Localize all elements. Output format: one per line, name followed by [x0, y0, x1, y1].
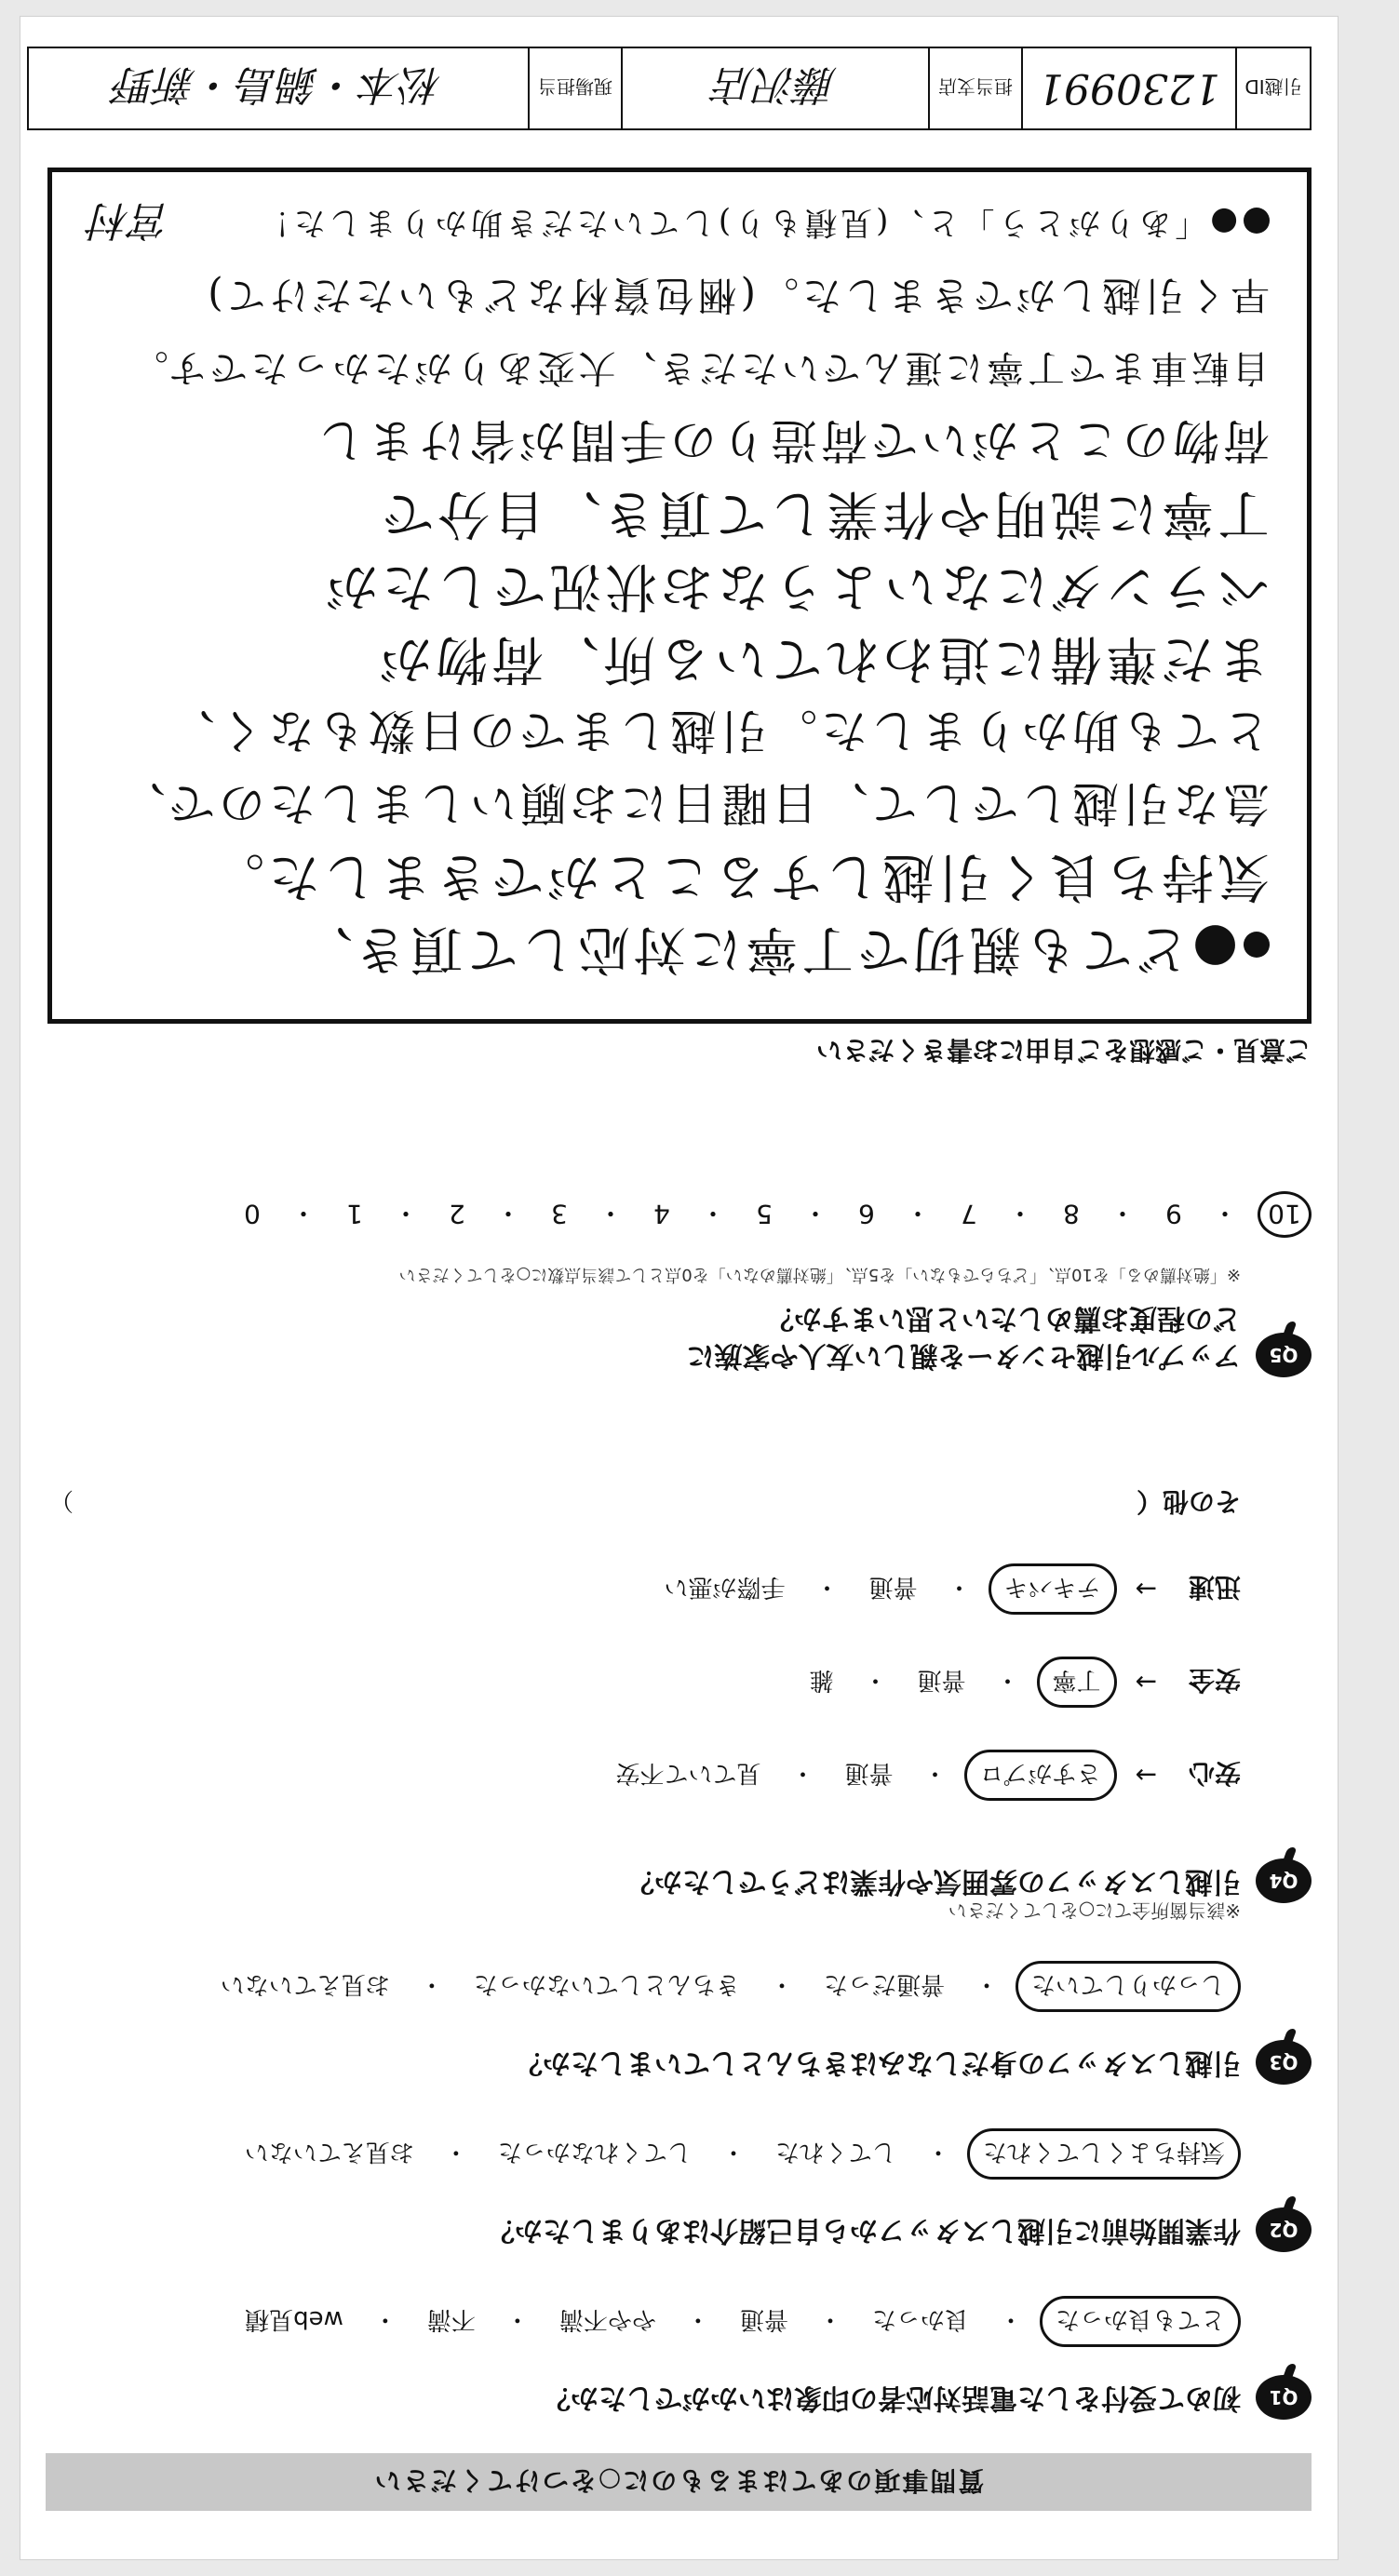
- q3-option-selected[interactable]: しっかりしていた: [1016, 1961, 1241, 2012]
- handwritten-line: 早く引越しができました。(梱包資材などもいただけて): [204, 273, 1270, 318]
- q4-other: [49, 1484, 1241, 1522]
- q4-option[interactable]: 見ていて不安: [615, 1759, 761, 1787]
- q1-option-selected[interactable]: とても良かった: [1040, 2296, 1241, 2347]
- q3-question: 引越しスタッフの身だしなみはきちんとしていましたか？: [515, 2046, 1241, 2079]
- q4-option[interactable]: 普通: [917, 1666, 966, 1694]
- q2-option[interactable]: してくれなかった: [497, 2138, 692, 2166]
- handwritten-signature: 宮村: [89, 196, 171, 244]
- comments-title: ご意見・ご感想をご自由にお書きください: [815, 1035, 1312, 1066]
- handwritten-line: ベランダにないようなお状況でしたが: [322, 556, 1270, 616]
- q4-option-selected[interactable]: 丁寧: [1037, 1657, 1117, 1708]
- q4-row-anzen: 安全 → 丁寧 ・ 普通 ・ 雑: [796, 1657, 1241, 1708]
- q2-option-selected[interactable]: 気持ちよくしてくれた: [967, 2128, 1241, 2180]
- q1-option[interactable]: 良かった: [871, 2305, 969, 2333]
- survey-form: [20, 17, 1338, 2559]
- q3-option[interactable]: お見えていない: [220, 1970, 390, 1998]
- q4-question: 引越しスタッフの雰囲気や作業はどうでしたか？: [626, 1865, 1241, 1898]
- q1-option[interactable]: web見積: [245, 2305, 343, 2333]
- q5-score-selected[interactable]: 10: [1258, 1191, 1312, 1238]
- footer-staff-value: 松本・鍋島・新野: [114, 60, 442, 108]
- q4-other-label: その他（: [1136, 1486, 1241, 1517]
- q2-option[interactable]: してくれた: [774, 2138, 896, 2166]
- handwritten-line: とても助かりました。引越しまでの日数もなく、: [165, 704, 1270, 758]
- q5-note: ※「絶対薦める」を10点、「どちらでもない」を5点、「絶対薦めない」を0点として該当点数に○をしてください: [398, 1265, 1241, 1284]
- q2-badge: Q2: [1256, 2207, 1312, 2252]
- handwritten-line: ●「ありがとう」と、(見積もり)していただき助かりました！: [255, 189, 1270, 256]
- heart-doodle-icon: [1244, 932, 1270, 959]
- q5-score[interactable]: 1: [346, 1199, 363, 1230]
- footer-branch-value: 藤沢店: [621, 48, 928, 128]
- q4-row-label: 迅速: [1188, 1572, 1241, 1603]
- q2-options: 気持ちよくしてくれた ・ してくれた ・ してくれなかった ・ お見えていない: [232, 2128, 1241, 2180]
- handwritten-line: 丁寧に説明や作業して頂き、自分で: [378, 483, 1270, 543]
- handwritten-line: 気持ち良く引越しすることができました。: [209, 846, 1270, 906]
- q2-option[interactable]: お見えていない: [244, 2138, 414, 2166]
- q1-question: 初めて受付をした電話対応者の印象はいかがでしたか？: [543, 2381, 1241, 2414]
- q5-score[interactable]: 8: [1063, 1199, 1080, 1230]
- q5-score[interactable]: 3: [551, 1199, 568, 1230]
- q5-question-line1: アップル引越センターを親しい友人や家族に: [686, 1339, 1241, 1372]
- q5-scale: 10 ・ 9 ・ 8 ・ 7 ・ 6 ・ 5 ・ 4 ・ 3 ・ 2 ・ 1 ・ 0: [234, 1191, 1312, 1238]
- q3-option[interactable]: 普通だった: [823, 1970, 945, 1998]
- q4-badge: Q4: [1256, 1858, 1312, 1903]
- q1-option[interactable]: 普通: [739, 2305, 788, 2333]
- handwritten-line: 荷物のことがいで荷造りの手間が省けまし: [315, 413, 1270, 467]
- comments-box[interactable]: [47, 168, 1312, 1024]
- footer-id-value: 1230991: [1021, 48, 1235, 128]
- q1-badge: Q1: [1256, 2375, 1312, 2420]
- footer-branch-label: 担当支店: [928, 48, 1021, 128]
- footer-table: [27, 47, 1312, 130]
- arrow-right-icon: →: [1135, 1760, 1157, 1791]
- q1-option[interactable]: やや不満: [558, 2305, 656, 2333]
- q5-question-line2: どの程度お薦めしたいと思いますか？: [766, 1302, 1241, 1335]
- heart-doodle-icon: [1244, 208, 1270, 234]
- q4-row-anshin: 安心 → さすがプロ ・ 普通 ・ 見ていて不安: [602, 1750, 1241, 1801]
- q5-badge: Q5: [1256, 1333, 1312, 1377]
- q5-score[interactable]: 7: [961, 1199, 977, 1230]
- q4-other-close: ）: [49, 1486, 74, 1515]
- q3-badge: Q3: [1256, 2040, 1312, 2085]
- q5-score[interactable]: 0: [244, 1199, 261, 1230]
- arrow-right-icon: →: [1135, 1574, 1157, 1604]
- q4-option[interactable]: 普通: [844, 1759, 894, 1787]
- instructions-text: 質問事項のあてはまるものに○をつけてください: [372, 2465, 985, 2496]
- handwritten-line: ●どても親切で丁寧に対応して頂き、: [297, 915, 1270, 982]
- q4-option[interactable]: 雑: [809, 1666, 834, 1694]
- q4-row-jinsoku: 迅速 → テキパキ ・ 普通 ・ 手際が悪い: [651, 1563, 1241, 1615]
- arrow-right-icon: →: [1135, 1667, 1157, 1697]
- q3-option[interactable]: きちんとしていなかった: [473, 1970, 740, 1998]
- q4-row-label: 安心: [1188, 1758, 1241, 1790]
- q4-option-selected[interactable]: さすがプロ: [964, 1750, 1117, 1801]
- q4-option[interactable]: 手際が悪い: [664, 1573, 786, 1601]
- q4-row-label: 安全: [1188, 1665, 1241, 1697]
- q3-options: しっかりしていた ・ 普通だった ・ きちんとしていなかった ・ お見えていない: [208, 1961, 1241, 2012]
- handwritten-line: 急な引越しでして、日曜日にお願いしましたので、: [115, 776, 1270, 830]
- footer-staff-label: 現場担当: [528, 48, 621, 128]
- handwritten-line: 自転車まで丁寧に運んでいただき、大変ありがたかったです。: [127, 346, 1270, 389]
- q4-option[interactable]: 普通: [868, 1573, 918, 1601]
- instructions-header: [46, 2453, 1312, 2511]
- footer-id-label: 引越ID: [1235, 48, 1310, 128]
- q4-note: ※該当箇所全てに○をしてください: [948, 1899, 1241, 1922]
- q5-score[interactable]: 9: [1165, 1199, 1182, 1230]
- handwritten-line: まだ準備に追われている所、荷物が: [376, 628, 1270, 689]
- q4-option-selected[interactable]: テキパキ: [989, 1563, 1117, 1615]
- q5-score[interactable]: 6: [858, 1199, 875, 1230]
- q1-options: とても良かった ・ 良かった ・ 普通 ・ やや不満 ・ 不満 ・ web見積: [232, 2296, 1241, 2347]
- q1-option[interactable]: 不満: [426, 2305, 476, 2333]
- q5-score[interactable]: 4: [653, 1199, 670, 1230]
- q2-question: 作業開始前に引越しスタッフから自己紹介はありましたか？: [487, 2214, 1241, 2247]
- q5-score[interactable]: 2: [449, 1199, 465, 1230]
- q5-score[interactable]: 5: [756, 1199, 773, 1230]
